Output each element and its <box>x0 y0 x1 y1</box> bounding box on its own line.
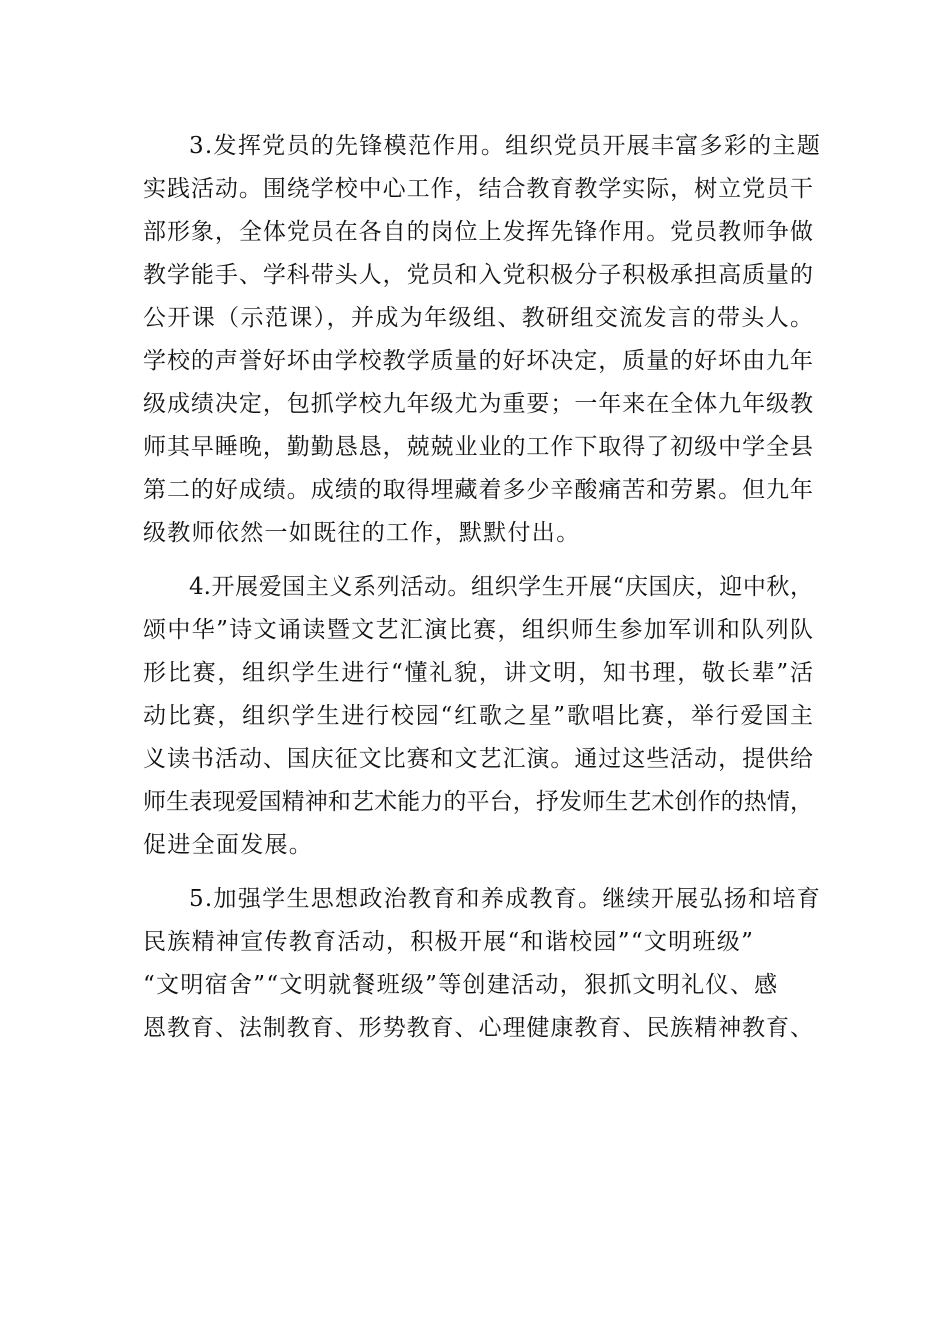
paragraph-line: 教学能手、学科带头人，党员和入党积极分子积极承担高质量的 <box>143 262 813 288</box>
paragraph-line: 动比赛，组织学生进行校园“红歌之星”歌唱比赛，举行爱国主 <box>143 703 813 729</box>
paragraph-line: 颂中华”诗文诵读暨文艺汇演比赛，组织师生参加军训和队列队 <box>143 617 813 643</box>
paragraph-line: 师生表现爱国精神和艺术能力的平台，抒发师生艺术创作的热情， <box>143 789 813 815</box>
paragraph-line: 学校的声誉好坏由学校教学质量的好坏决定，质量的好坏由九年 <box>143 348 813 374</box>
paragraph-line: 3.发挥党员的先锋模范作用。组织党员开展丰富多彩的主题 <box>189 133 822 159</box>
paragraph-line: 师其早睡晚，勤勤恳恳，兢兢业业的工作下取得了初级中学全县 <box>143 434 813 460</box>
paragraph-spacer <box>143 873 813 884</box>
paragraph-line: 促进全面发展。 <box>143 832 314 858</box>
paragraph-spacer <box>143 561 813 572</box>
paragraph-line: 实践活动。围绕学校中心工作，结合教育教学实际，树立党员干 <box>143 176 813 202</box>
paragraph-line: 级成绩决定，包抓学校九年级尤为重要；一年来在全体九年级教 <box>143 391 813 417</box>
paragraph-line: 第二的好成绩。成绩的取得埋藏着多少辛酸痛苦和劳累。但九年 <box>143 477 813 503</box>
paragraph-line: 部形象，全体党员在各自的岗位上发挥先锋作用。党员教师争做 <box>143 219 813 245</box>
paragraph-line: “文明宿舍”“文明就餐班级”等创建活动，狠抓文明礼仪、感 <box>143 972 779 998</box>
paragraph-3 <box>143 884 822 1056</box>
paragraph-line: 形比赛，组织学生进行“懂礼貌，讲文明，知书理，敬长辈”活 <box>143 660 813 686</box>
paragraph-line: 恩教育、法制教育、形势教育、心理健康教育、民族精神教育、 <box>143 1015 813 1041</box>
paragraph-line: 级教师依然一如既往的工作，默默付出。 <box>143 520 581 546</box>
paragraph-2 <box>143 572 813 873</box>
paragraph-1 <box>143 131 822 561</box>
paragraph-line: 5.加强学生思想政治教育和养成教育。继续开展弘扬和培育 <box>189 886 822 912</box>
paragraph-line: 义读书活动、国庆征文比赛和文艺汇演。通过这些活动，提供给 <box>143 746 813 772</box>
document-body <box>143 131 822 1056</box>
paragraph-line: 民族精神宣传教育活动，积极开展“和谐校园”“文明班级” <box>143 929 755 955</box>
paragraph-line: 4.开展爱国主义系列活动。组织学生开展“庆国庆，迎中秋， <box>189 574 813 600</box>
paragraph-line: 公开课（示范课），并成为年级组、教研组交流发言的带头人。 <box>143 305 813 331</box>
